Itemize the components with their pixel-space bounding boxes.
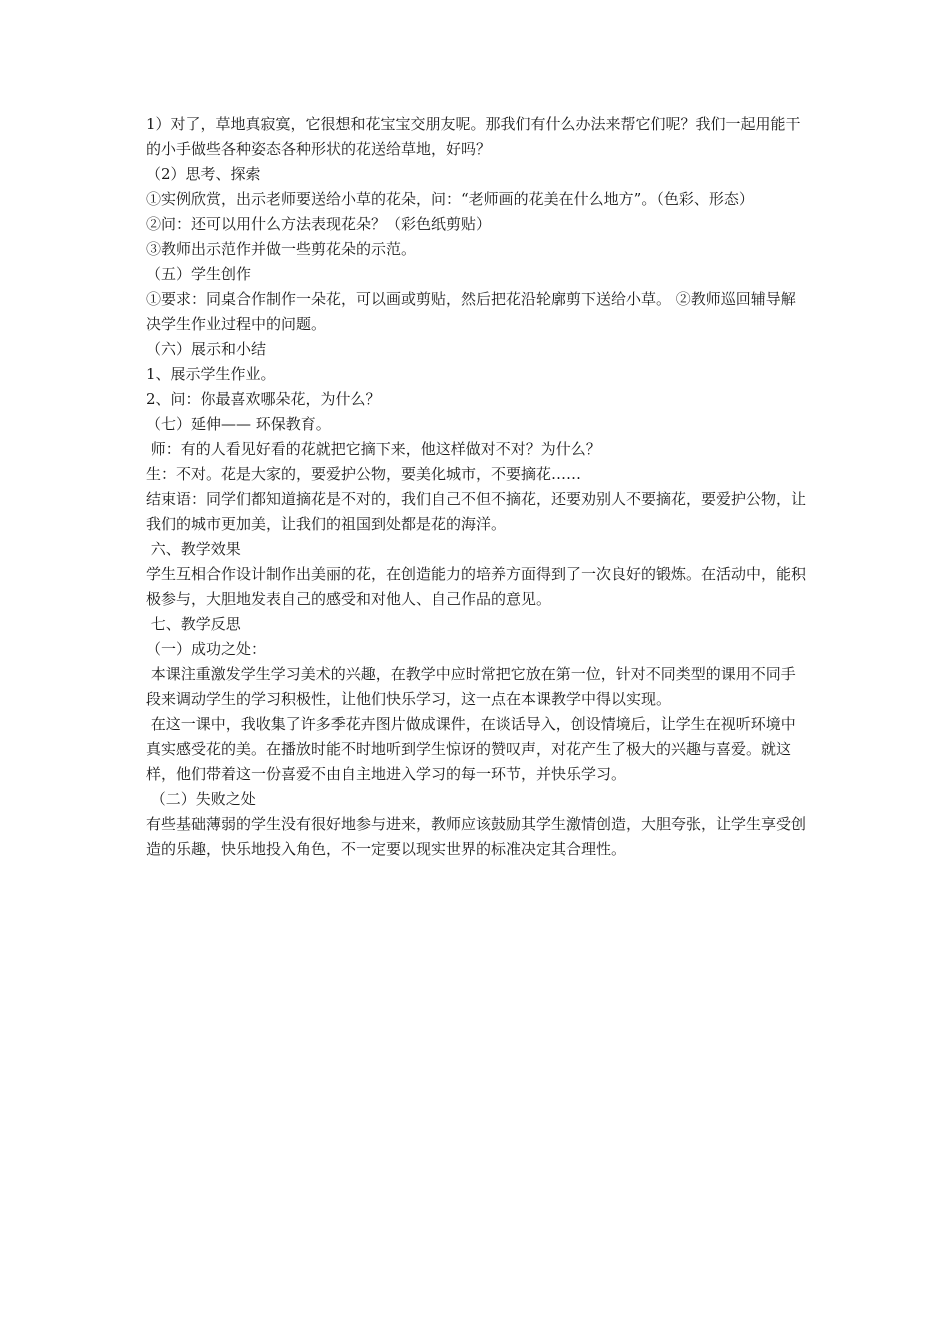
list-item: ①实例欣赏，出示老师要送给小草的花朵，问：“老师画的花美在什么地方”。（色彩、形态） — [146, 190, 754, 208]
paragraph: 有些基础薄弱的学生没有很好地参与进来，教师应该鼓励其学生激情创造，大胆夸张，让学生享受创造的乐趣，快乐地投入角色，不一定要以现实世界的标准决定其合理性。 — [146, 815, 807, 858]
paragraph: 在这一课中，我收集了许多季花卉图片做成课件，在谈话导入，创设情境后，让学生在视听环境中真实感受花的美。在播放时能不时地听到学生惊讶的赞叹声，对花产生了极大的兴趣与喜爱。就这样，他们带着这一份喜爱不由自主地进入学习的每一环节，并快乐学习。 — [146, 715, 796, 783]
paragraph: 1）对了，草地真寂寞，它很想和花宝宝交朋友呢。那我们有什么办法来帮它们呢？我们一起用能干的小手做些各种姿态各种形状的花送给草地，好吗？ — [146, 115, 801, 158]
section-heading: （六）展示和小结 — [146, 340, 267, 358]
list-item: 2、问：你最喜欢哪朵花，为什么？ — [146, 390, 381, 408]
section-heading: （一）成功之处： — [146, 640, 267, 658]
dialogue-line: 师：有的人看见好看的花就把它摘下来，他这样做对不对？为什么？ — [146, 440, 601, 458]
section-heading: （2）思考、探索 — [146, 165, 261, 183]
paragraph: 本课注重激发学生学习美术的兴趣，在教学中应时常把它放在第一位，针对不同类型的课用不同手段来调动学生的学习积极性，让他们快乐学习，这一点在本课教学中得以实现。 — [146, 665, 796, 708]
paragraph: 结束语：同学们都知道摘花是不对的，我们自己不但不摘花，还要劝别人不要摘花，要爱护公物，让我们的城市更加美，让我们的祖国到处都是花的海洋。 — [146, 490, 807, 533]
document-page — [146, 112, 810, 862]
section-heading: （七）延伸—— 环保教育。 — [146, 415, 331, 433]
section-heading: 六、教学效果 — [146, 540, 241, 558]
section-heading: （二）失败之处 — [146, 790, 256, 808]
dialogue-line: 生：不对。花是大家的，要爱护公物，要美化城市，不要摘花…… — [146, 465, 582, 483]
list-item: ②问：还可以用什么方法表现花朵？（彩色纸剪贴） — [146, 215, 492, 233]
list-item: 1、展示学生作业。 — [146, 365, 276, 383]
list-item: ①要求：同桌合作制作一朵花，可以画或剪贴，然后把花沿轮廓剪下送给小草。 ②教师巡回辅导解决学生作业过程中的问题。 — [146, 290, 796, 333]
paragraph: 学生互相合作设计制作出美丽的花，在创造能力的培养方面得到了一次良好的锻炼。在活动中，能积极参与，大胆地发表自己的感受和对他人、自己作品的意见。 — [146, 565, 807, 608]
list-item: ③教师出示范作并做一些剪花朵的示范。 — [146, 240, 417, 258]
section-heading: （五）学生创作 — [146, 265, 252, 283]
section-heading: 七、教学反思 — [146, 615, 241, 633]
